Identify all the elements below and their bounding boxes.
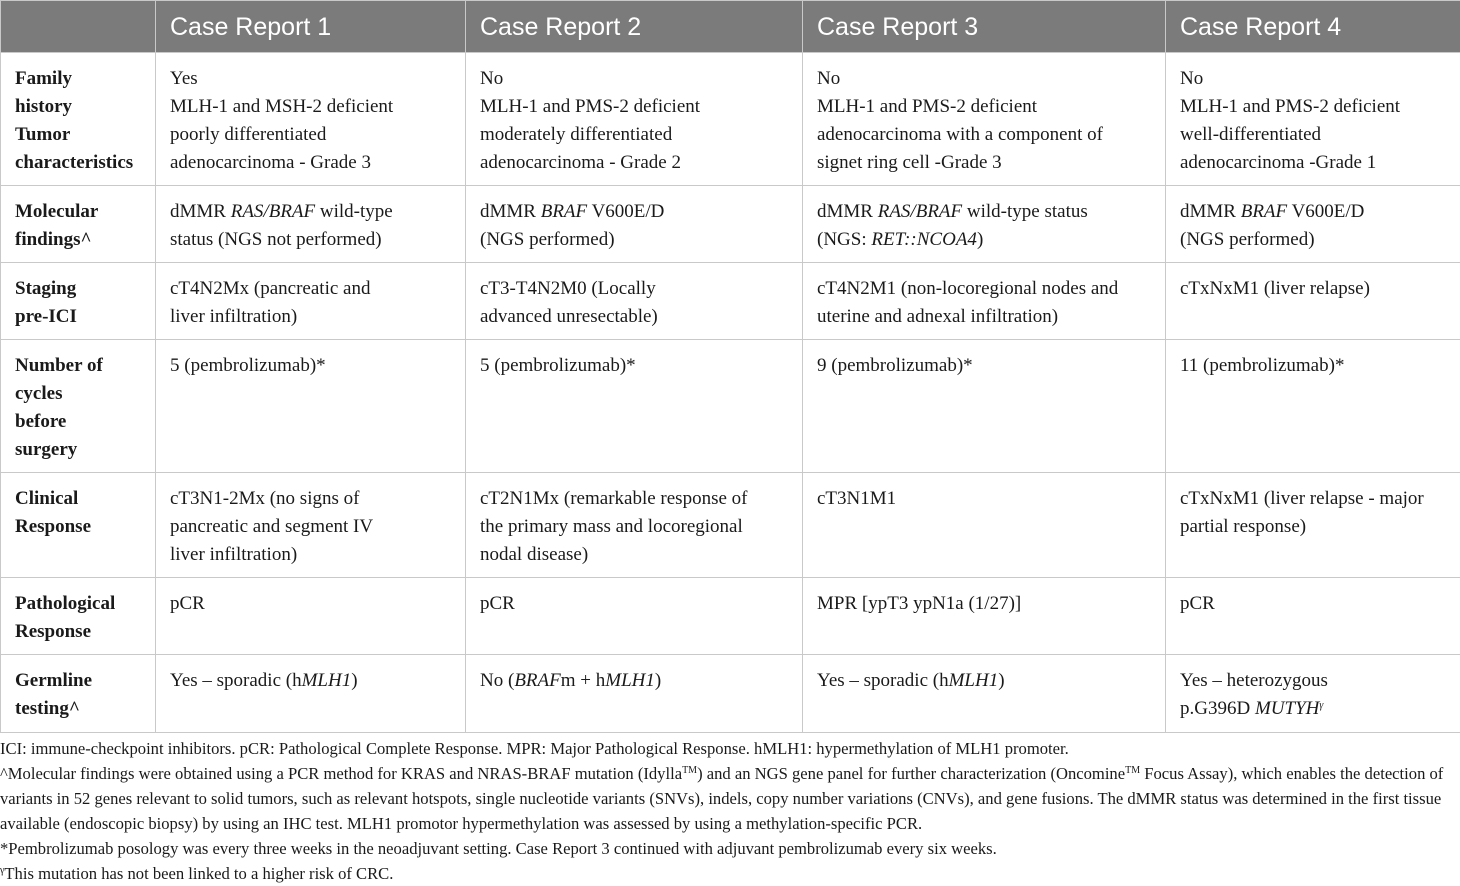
label-line: Pathological [15,590,141,618]
row-label-cycles [1,340,156,473]
header-row [1,1,1460,53]
gene-name: RAS/BRAF [878,201,962,222]
gene-name: BRAF [514,670,560,691]
cell-line: cTxNxM1 (liver relapse - major [1180,485,1446,513]
row-molecular-findings [1,186,1460,263]
text-run: V600E/D [587,201,664,222]
text-run: ) [351,670,357,691]
trademark-superscript: TM [1125,765,1140,776]
cell-family-case-4 [1166,53,1460,186]
gene-name: MLH1 [605,670,655,691]
label-line: cycles [15,380,141,408]
row-germline-testing [1,655,1460,733]
row-family-history [1,53,1460,186]
cell-line: No [817,65,1151,93]
text-run: ) [977,229,983,250]
text-run: (NGS performed) [480,226,788,254]
text-run: This mutation has not been linked to a higher risk of CRC. [4,864,393,883]
cell-line: adenocarcinoma - Grade 2 [480,149,788,177]
gene-name: MLH1 [949,670,999,691]
text-run: wild-type status [962,201,1088,222]
cell-line: MLH-1 and PMS-2 deficient [1180,93,1446,121]
row-cycles [1,340,1460,473]
label-line: Molecular [15,198,141,226]
cell-line: partial response) [1180,513,1446,541]
cell-line: cT4N2M1 (non-locoregional nodes and [817,275,1151,303]
cell-line: MLH-1 and PMS-2 deficient [817,93,1151,121]
cell-cycles-case-1: 5 (pembrolizumab)* [156,340,466,473]
cell-molecular-case-4 [1166,186,1460,263]
text-run: ) [998,670,1004,691]
row-staging [1,263,1460,340]
footnote-mutyh [0,861,1460,886]
cell-line: Yes [170,65,451,93]
cell-line: poorly differentiated [170,121,451,149]
row-label-clinical [1,473,156,578]
label-line: Clinical [15,485,141,513]
header-case-3: Case Report 3 [803,1,1166,53]
cell-line: adenocarcinoma with a component of [817,121,1151,149]
trademark-superscript: TM [682,765,697,776]
text-run: status (NGS not performed) [170,226,451,254]
label-line: surgery [15,436,141,464]
text-run: Yes – heterozygous [1180,667,1446,695]
label-line: Germline [15,667,141,695]
text-run: dMMR [170,201,231,222]
label-line: findings^ [15,226,141,254]
gene-name: RAS/BRAF [231,201,315,222]
text-run: dMMR [817,201,878,222]
cell-line: cT3-T4N2M0 (Locally [480,275,788,303]
gene-fusion: RET::NCOA4 [871,229,977,250]
cell-line: liver infiltration) [170,303,451,331]
cell-line: No [480,65,788,93]
label-line: pre-ICI [15,303,141,331]
text-run: ^Molecular findings were obtained using a PCR method for KRAS and NRAS-BRAF mutation (Idylla [0,764,682,783]
label-line: Family [15,65,141,93]
gene-name: MUTYH [1255,698,1319,719]
row-label-molecular [1,186,156,263]
label-line: characteristics [15,149,141,177]
text-run: wild-type [315,201,393,222]
text-run: ) and an NGS gene panel for further characterization (Oncomine [697,764,1125,783]
label-line: Response [15,618,141,646]
label-line: Staging [15,275,141,303]
cell-cycles-case-4: 11 (pembrolizumab)* [1166,340,1460,473]
label-line: history [15,93,141,121]
header-blank [1,1,156,53]
cell-cycles-case-3: 9 (pembrolizumab)* [803,340,1166,473]
cell-line: the primary mass and locoregional [480,513,788,541]
cell-cycles-case-2: 5 (pembrolizumab)* [466,340,803,473]
cell-family-case-3 [803,53,1166,186]
text-run: Focus Assay), which enables the detection of variants in 52 genes relevant to solid tumors, such as relevant hotspots, single nucleotide variants (SNVs), indels, copy number variations (CNVs), and gene fusions. The dMMR status was determined in the first tissue available (endoscopic biopsy) by using an IHC test. MLH1 promotor hypermethylation was assessed by using a methylation-specific PCR. [0,764,1443,833]
cell-staging-case-4 [1166,263,1460,340]
cell-family-case-1 [156,53,466,186]
cell-line: MLH-1 and MSH-2 deficient [170,93,451,121]
gene-name: BRAF [1241,201,1287,222]
text-run: p.G396D [1180,698,1255,719]
footnote-molecular [0,761,1460,836]
text-run: No ( [480,670,514,691]
cell-line: uterine and adnexal infiltration) [817,303,1151,331]
cell-staging-case-2 [466,263,803,340]
cell-pathological-case-2: pCR [466,578,803,655]
cell-family-case-2 [466,53,803,186]
label-line: before [15,408,141,436]
label-line: Response [15,513,141,541]
cell-line: nodal disease) [480,541,788,569]
text-run: V600E/D [1287,201,1364,222]
footnote-abbreviations: ICI: immune-checkpoint inhibitors. pCR: Pathological Complete Response. MPR: Major Pathological Response. hMLH1: hypermethylation of MLH1 promoter. [0,736,1460,761]
label-line: Tumor [15,121,141,149]
row-label-staging [1,263,156,340]
cell-germline-case-2 [466,655,803,733]
row-label-germline [1,655,156,733]
cell-clinical-case-2 [466,473,803,578]
cell-line: pancreatic and segment IV [170,513,451,541]
cell-germline-case-3 [803,655,1166,733]
cell-line: liver infiltration) [170,541,451,569]
text-run: dMMR [480,201,541,222]
cell-line: cT2N1Mx (remarkable response of [480,485,788,513]
cell-line: well-differentiated [1180,121,1446,149]
cell-line: cTxNxM1 (liver relapse) [1180,275,1446,303]
gene-name: BRAF [541,201,587,222]
cell-line: No [1180,65,1446,93]
table-footnotes [0,736,1460,886]
row-label-family-history [1,53,156,186]
cell-line: cT3N1M1 [817,485,1151,513]
gene-name: MLH1 [302,670,352,691]
cell-line: adenocarcinoma - Grade 3 [170,149,451,177]
header-case-4: Case Report 4 [1166,1,1460,53]
cell-line: advanced unresectable) [480,303,788,331]
cell-germline-case-4 [1166,655,1460,733]
cell-line: cT3N1-2Mx (no signs of [170,485,451,513]
text-run: Yes – sporadic (h [817,670,949,691]
cell-molecular-case-1 [156,186,466,263]
cell-line: signet ring cell -Grade 3 [817,149,1151,177]
cell-molecular-case-3 [803,186,1166,263]
row-clinical-response [1,473,1460,578]
cell-pathological-case-1: pCR [156,578,466,655]
cell-line: cT4N2Mx (pancreatic and [170,275,451,303]
text-run: m + h [561,670,606,691]
text-run: (NGS performed) [1180,226,1446,254]
footnote-pembrolizumab: *Pembrolizumab posology was every three weeks in the neoadjuvant setting. Case Report 3 continued with adjuvant pembrolizumab every six weeks. [0,836,1460,861]
cell-clinical-case-1 [156,473,466,578]
cell-line: moderately differentiated [480,121,788,149]
row-label-pathological [1,578,156,655]
text-run: dMMR [1180,201,1241,222]
label-line: Number of [15,352,141,380]
cell-germline-case-1 [156,655,466,733]
cell-pathological-case-3: MPR [ypT3 ypN1a (1/27)] [803,578,1166,655]
text-run: Yes – sporadic (h [170,670,302,691]
cell-staging-case-1 [156,263,466,340]
text-run: ) [655,670,661,691]
cell-line: adenocarcinoma -Grade 1 [1180,149,1446,177]
cell-clinical-case-4 [1166,473,1460,578]
gamma-superscript: γ [1319,700,1323,711]
gamma-superscript: γ [0,865,4,876]
header-case-1: Case Report 1 [156,1,466,53]
cell-staging-case-3 [803,263,1166,340]
text-run: (NGS: [817,229,871,250]
cell-line: MLH-1 and PMS-2 deficient [480,93,788,121]
cell-molecular-case-2 [466,186,803,263]
cell-clinical-case-3 [803,473,1166,578]
cell-pathological-case-4: pCR [1166,578,1460,655]
header-case-2: Case Report 2 [466,1,803,53]
label-line: testing^ [15,695,141,723]
row-pathological-response [1,578,1460,655]
